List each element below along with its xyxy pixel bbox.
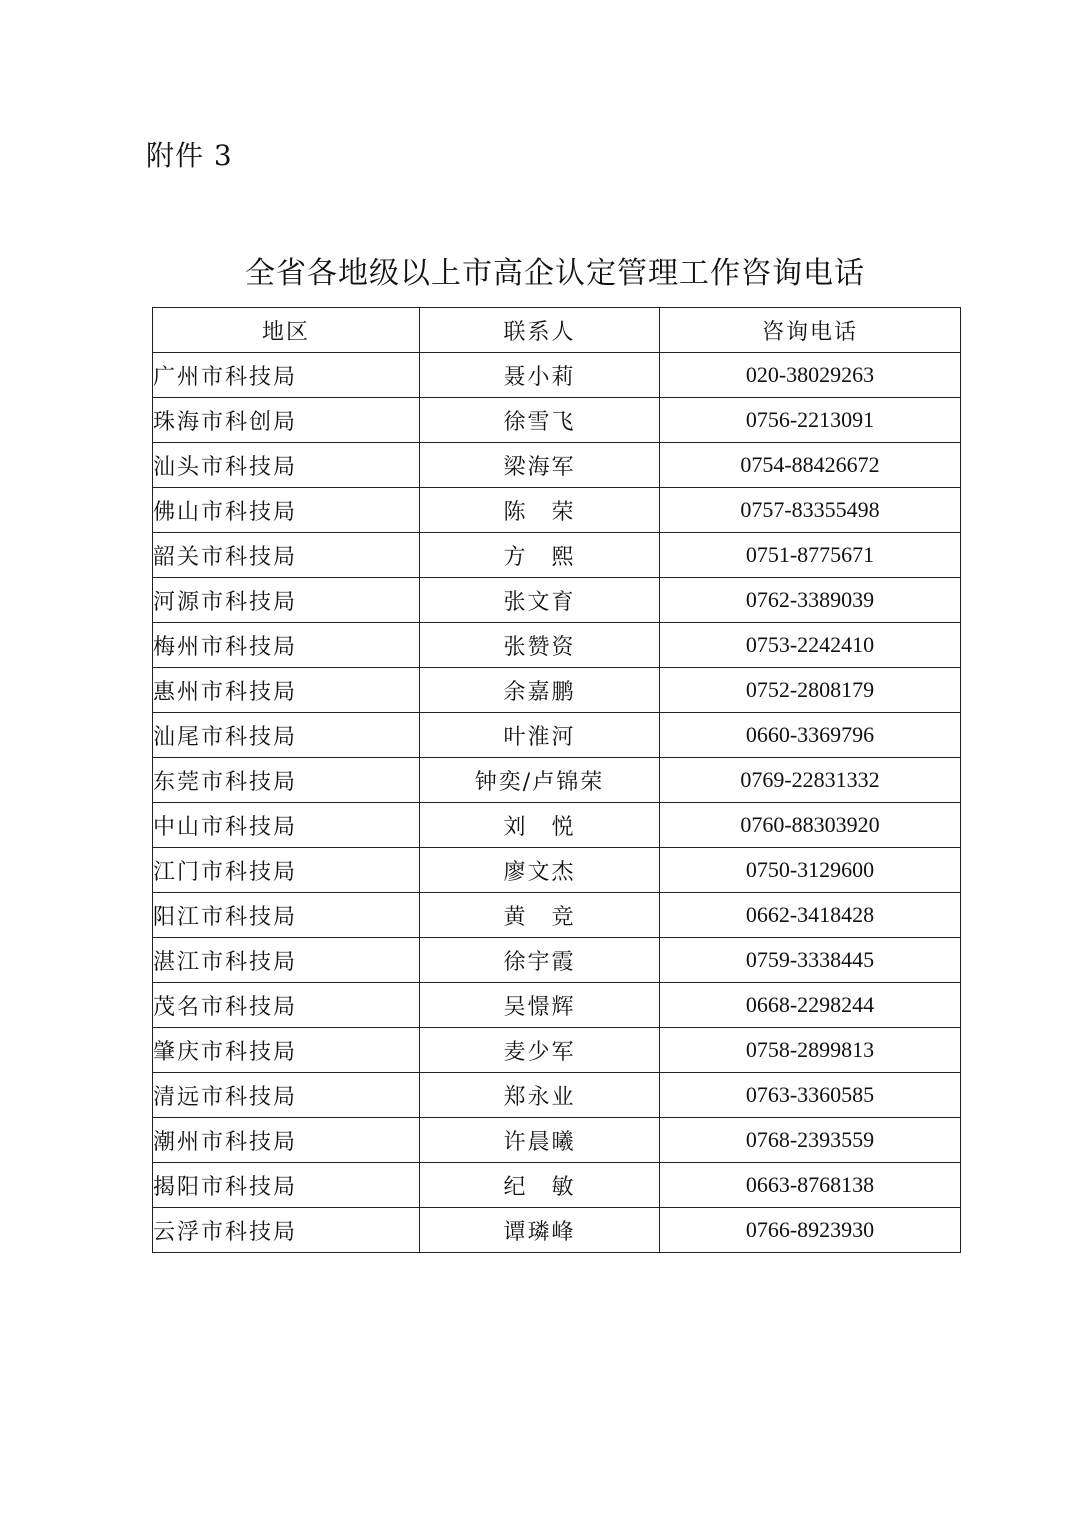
table-row: [153, 533, 961, 578]
contact-person-cell: 刘 悦: [420, 803, 660, 848]
region-cell: 中山市科技局: [153, 803, 420, 848]
table-row: [153, 398, 961, 443]
phone-cell: 0663-8768138: [660, 1163, 961, 1208]
table-row: [153, 803, 961, 848]
phone-cell: 0660-3369796: [660, 713, 961, 758]
table-row: [153, 623, 961, 668]
contact-person-cell: 聂小莉: [420, 353, 660, 398]
contact-person-cell: 徐雪飞: [420, 398, 660, 443]
phone-cell: 0758-2899813: [660, 1028, 961, 1073]
phone-cell: 0769-22831332: [660, 758, 961, 803]
phone-cell: 0750-3129600: [660, 848, 961, 893]
region-cell: 潮州市科技局: [153, 1118, 420, 1163]
phone-cell: 0757-83355498: [660, 488, 961, 533]
phone-cell: 0760-88303920: [660, 803, 961, 848]
phone-cell: 0752-2808179: [660, 668, 961, 713]
header-person: 联系人: [420, 308, 660, 353]
region-cell: 云浮市科技局: [153, 1208, 420, 1253]
phone-cell: 0751-8775671: [660, 533, 961, 578]
phone-cell: 0766-8923930: [660, 1208, 961, 1253]
table-row: [153, 1118, 961, 1163]
table-row: [153, 668, 961, 713]
contact-person-cell: 黄 竞: [420, 893, 660, 938]
contact-person-cell: 张赞资: [420, 623, 660, 668]
contact-person-cell: 谭璘峰: [420, 1208, 660, 1253]
table-header: [153, 308, 961, 353]
phone-cell: 0759-3338445: [660, 938, 961, 983]
contact-person-cell: 麦少军: [420, 1028, 660, 1073]
phone-cell: 0756-2213091: [660, 398, 961, 443]
attachment-label: 附件 3: [146, 139, 233, 172]
region-cell: 茂名市科技局: [153, 983, 420, 1028]
contact-person-cell: 梁海军: [420, 443, 660, 488]
table-row: [153, 443, 961, 488]
contact-person-cell: 余嘉鹏: [420, 668, 660, 713]
region-cell: 阳江市科技局: [153, 893, 420, 938]
region-cell: 佛山市科技局: [153, 488, 420, 533]
table-row: [153, 758, 961, 803]
contact-person-cell: 廖文杰: [420, 848, 660, 893]
phone-cell: 0753-2242410: [660, 623, 961, 668]
table-row: [153, 848, 961, 893]
region-cell: 汕头市科技局: [153, 443, 420, 488]
contact-person-cell: 纪 敏: [420, 1163, 660, 1208]
table-row: [153, 1073, 961, 1118]
table-row: [153, 713, 961, 758]
table-row: [153, 353, 961, 398]
region-cell: 珠海市科创局: [153, 398, 420, 443]
region-cell: 湛江市科技局: [153, 938, 420, 983]
contact-person-cell: 许晨曦: [420, 1118, 660, 1163]
region-cell: 清远市科技局: [153, 1073, 420, 1118]
table-row: [153, 893, 961, 938]
table-row: [153, 578, 961, 623]
header-row: [153, 308, 961, 353]
region-cell: 揭阳市科技局: [153, 1163, 420, 1208]
region-cell: 梅州市科技局: [153, 623, 420, 668]
contact-person-cell: 叶淮河: [420, 713, 660, 758]
contact-person-cell: 吴憬辉: [420, 983, 660, 1028]
contact-person-cell: 张文育: [420, 578, 660, 623]
header-region: 地区: [153, 308, 420, 353]
phone-cell: 0668-2298244: [660, 983, 961, 1028]
phone-cell: 0763-3360585: [660, 1073, 961, 1118]
region-cell: 广州市科技局: [153, 353, 420, 398]
contact-person-cell: 方 熙: [420, 533, 660, 578]
table-row: [153, 938, 961, 983]
contact-person-cell: 郑永业: [420, 1073, 660, 1118]
region-cell: 韶关市科技局: [153, 533, 420, 578]
phone-cell: 0754-88426672: [660, 443, 961, 488]
phone-cell: 0768-2393559: [660, 1118, 961, 1163]
region-cell: 肇庆市科技局: [153, 1028, 420, 1073]
contact-person-cell: 陈 荣: [420, 488, 660, 533]
phone-cell: 0662-3418428: [660, 893, 961, 938]
table-body: [153, 353, 961, 1253]
table-row: [153, 1163, 961, 1208]
table-row: [153, 983, 961, 1028]
document-title: 全省各地级以上市高企认定管理工作咨询电话: [245, 256, 865, 291]
table-row: [153, 1208, 961, 1253]
table-row: [153, 488, 961, 533]
header-phone: 咨询电话: [660, 308, 961, 353]
contact-person-cell: 钟奕/卢锦荣: [420, 758, 660, 803]
region-cell: 东莞市科技局: [153, 758, 420, 803]
region-cell: 河源市科技局: [153, 578, 420, 623]
contact-person-cell: 徐宇霞: [420, 938, 660, 983]
phone-cell: 020-38029263: [660, 353, 961, 398]
table-row: [153, 1028, 961, 1073]
region-cell: 汕尾市科技局: [153, 713, 420, 758]
phone-cell: 0762-3389039: [660, 578, 961, 623]
contact-table: [152, 307, 961, 1253]
region-cell: 惠州市科技局: [153, 668, 420, 713]
region-cell: 江门市科技局: [153, 848, 420, 893]
